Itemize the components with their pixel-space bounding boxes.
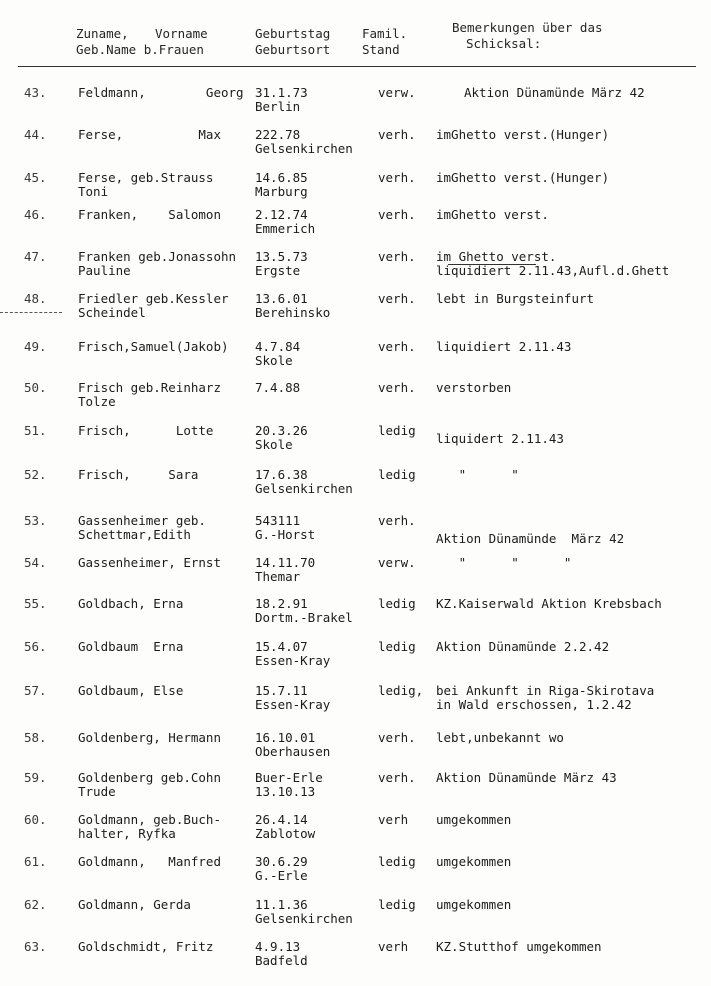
- fate-remark-line1: imGhetto verst.: [436, 207, 549, 222]
- row-number: [24, 381, 47, 395]
- handwritten-underline: [448, 264, 536, 265]
- row-number: [24, 340, 47, 354]
- person-name-line1: Ferse, geb.Strauss: [78, 170, 214, 185]
- marital-status-line1: verw.: [378, 555, 416, 570]
- row-number: [24, 424, 47, 438]
- marital-status-line1: ledig: [378, 897, 416, 912]
- birth-date-place-line2: Zablotow: [255, 826, 316, 841]
- fate-remark: [436, 813, 511, 827]
- marital-status: [378, 128, 416, 142]
- person-name-line1: Ferse, Max: [78, 127, 221, 142]
- table-row: [0, 381, 711, 421]
- fate-remark: [436, 171, 609, 185]
- header-status-line1: Famil.: [362, 26, 408, 41]
- fate-remark-line1: Aktion Dünamünde März 42: [436, 531, 625, 546]
- birth-date-place: [255, 292, 330, 320]
- birth-date-place: [255, 514, 315, 542]
- birth-date-place-line1: 7.4.88: [255, 380, 301, 395]
- birth-date-place: [255, 381, 300, 395]
- person-name: [78, 468, 198, 482]
- person-name-line1: Goldschmidt, Fritz: [78, 939, 214, 954]
- table-row: [0, 128, 711, 168]
- marital-status: [378, 292, 416, 306]
- birth-date-place-line2: Dortm.-Brakel: [255, 610, 353, 625]
- fate-remark-line2: liquidiert 2.11.43,Aufl.d.Ghett: [436, 263, 670, 278]
- person-name-line2: Schettmar,Edith: [78, 527, 191, 542]
- header-birth: [255, 26, 330, 58]
- marital-status-line1: verh.: [378, 249, 416, 264]
- birth-date-place: [255, 898, 353, 926]
- fate-remark: [436, 898, 511, 912]
- fate-remark: [436, 940, 602, 954]
- fate-remark-line1: Aktion Dünamünde März 43: [436, 770, 617, 785]
- table-row: [0, 813, 711, 853]
- row-number-line1: 57.: [24, 683, 47, 698]
- fate-remark-line1: KZ.Kaiserwald Aktion Krebsbach: [436, 596, 662, 611]
- row-number: [24, 171, 47, 185]
- birth-date-place-line2: G.-Erle: [255, 868, 308, 883]
- person-name-line1: Goldbach, Erna: [78, 596, 184, 611]
- fate-remark: [436, 771, 617, 785]
- marital-status-line1: verh.: [378, 513, 416, 528]
- fate-remark-line1: im Ghetto verst.: [436, 249, 557, 264]
- birth-date-place-line2: Essen-Kray: [255, 653, 331, 668]
- marital-status: [378, 597, 416, 611]
- person-name-line2: Trude: [78, 784, 116, 799]
- row-number: [24, 250, 47, 264]
- birth-date-place: [255, 597, 353, 625]
- birth-date-place-line2: Themar: [255, 569, 301, 584]
- fate-remark: [436, 855, 511, 869]
- birth-date-place-line1: 4.9.13: [255, 939, 301, 954]
- fate-remark: [436, 340, 571, 354]
- person-name-line2: Scheindel: [78, 305, 146, 320]
- birth-date-place-line1: 30.6.29: [255, 854, 308, 869]
- marital-status-line1: verh.: [378, 207, 416, 222]
- header-divider: [18, 66, 696, 67]
- header-firstname-line1: Vorname: [155, 26, 208, 41]
- header-birth-line2: Geburtsort: [255, 42, 331, 57]
- birth-date-place-line1: 2.12.74: [255, 207, 308, 222]
- birth-date-place-line2: Ergste: [255, 263, 301, 278]
- fate-remark: [436, 597, 662, 611]
- fate-remark-line1: imGhetto verst.(Hunger): [436, 170, 610, 185]
- person-name: [78, 898, 191, 912]
- birth-date-place-line1: 20.3.26: [255, 423, 308, 438]
- birth-date-place-line1: 18.2.91: [255, 596, 308, 611]
- marital-status-line1: ledig: [378, 596, 416, 611]
- fate-remark-line1: lebt in Burgsteinfurt: [436, 291, 595, 306]
- marital-status: [378, 898, 416, 912]
- marital-status: [378, 208, 416, 222]
- person-name-line1: Franken, Salomon: [78, 207, 221, 222]
- person-name: [78, 292, 229, 320]
- row-number-line1: 46.: [24, 207, 47, 222]
- row-number: [24, 597, 47, 611]
- table-row: [0, 86, 711, 126]
- table-row: [0, 424, 711, 464]
- fate-remark-line1: liquidert 2.11.43: [436, 431, 564, 446]
- birth-date-place-line1: Buer-Erle: [255, 770, 323, 785]
- person-name-line1: Gassenheimer geb.: [78, 513, 206, 528]
- table-row: [0, 597, 711, 637]
- birth-date-place: [255, 340, 300, 368]
- table-row: [0, 250, 711, 290]
- fate-remark-line1: umgekommen: [436, 897, 512, 912]
- table-row: [0, 171, 711, 211]
- birth-date-place: [255, 940, 308, 968]
- row-number: [24, 855, 47, 869]
- person-name-line1: Feldmann, Georg: [78, 85, 244, 100]
- marital-status-line1: verw.: [378, 85, 416, 100]
- person-name-line2: Tolze: [78, 394, 116, 409]
- person-name-line1: Goldbaum Erna: [78, 639, 184, 654]
- person-name-line1: Gassenheimer, Ernst: [78, 555, 221, 570]
- person-name-line2: halter, Ryfka: [78, 826, 176, 841]
- person-name-line1: Franken geb.Jonassohn: [78, 249, 237, 264]
- fate-remark: [436, 640, 609, 654]
- row-number: [24, 292, 47, 306]
- fate-remark: [436, 432, 564, 446]
- person-name: [78, 684, 183, 698]
- birth-date-place: [255, 640, 330, 668]
- marital-status-line1: ledig,: [378, 683, 424, 698]
- person-name-line1: Goldmann, geb.Buch-: [78, 812, 221, 827]
- fate-remark: [436, 731, 564, 745]
- table-row: [0, 340, 711, 380]
- table-row: [0, 855, 711, 895]
- marital-status: [378, 640, 416, 654]
- fate-remark-line1: imGhetto verst.(Hunger): [436, 127, 610, 142]
- birth-date-place-line2: 13.10.13: [255, 784, 316, 799]
- marital-status-line1: verh: [378, 939, 409, 954]
- row-number-line1: 48.: [24, 291, 47, 306]
- birth-date-place-line2: Skole: [255, 437, 293, 452]
- birth-date-place: [255, 731, 330, 759]
- table-row: [0, 771, 711, 811]
- birth-date-place: [255, 171, 308, 199]
- person-name-line1: Frisch, Lotte: [78, 423, 214, 438]
- row-number-line1: 54.: [24, 555, 47, 570]
- birth-date-place-line2: Gelsenkirchen: [255, 481, 353, 496]
- header-remarks-line2: Schicksal:: [466, 36, 542, 51]
- table-row: [0, 556, 711, 596]
- person-name: [78, 514, 206, 542]
- person-name: [78, 556, 221, 570]
- fate-remark-line1: umgekommen: [436, 812, 512, 827]
- person-name-line1: Frisch, Sara: [78, 467, 199, 482]
- header-status: [362, 26, 407, 58]
- table-row: [0, 468, 711, 508]
- table-row: [0, 731, 711, 771]
- birth-date-place-line2: G.-Horst: [255, 527, 316, 542]
- person-name: [78, 940, 213, 954]
- fate-remark: [436, 381, 511, 395]
- row-number: [24, 468, 47, 482]
- birth-date-place: [255, 684, 330, 712]
- header-firstname: [155, 26, 208, 42]
- fate-remark: [436, 556, 571, 570]
- birth-date-place-line1: 17.6.38: [255, 467, 308, 482]
- table-row: [0, 514, 711, 554]
- marital-status: [378, 855, 416, 869]
- marital-status: [378, 424, 416, 438]
- person-name-line1: Goldenberg, Hermann: [78, 730, 221, 745]
- marital-status-line1: ledig: [378, 639, 416, 654]
- birth-date-place: [255, 468, 353, 496]
- marital-status: [378, 171, 416, 185]
- person-name-line1: Frisch geb.Reinharz: [78, 380, 221, 395]
- fate-remark-line1: Aktion Dünamünde März 42: [464, 85, 645, 100]
- table-row: [0, 640, 711, 680]
- row-number-line1: 53.: [24, 513, 47, 528]
- birth-date-place-line2: Oberhausen: [255, 744, 331, 759]
- fate-remark: [436, 468, 519, 482]
- marital-status-line1: verh.: [378, 380, 416, 395]
- marital-status: [378, 514, 416, 528]
- person-name-line1: Goldenberg geb.Cohn: [78, 770, 221, 785]
- marital-status-line1: ledig: [378, 854, 416, 869]
- person-name: [78, 424, 213, 438]
- row-number: [24, 86, 47, 100]
- row-number: [24, 684, 47, 698]
- birth-date-place: [255, 86, 308, 114]
- marital-status: [378, 684, 423, 698]
- birth-date-place-line1: 15.4.07: [255, 639, 308, 654]
- birth-date-place-line2: Emmerich: [255, 221, 316, 236]
- marital-status-line1: ledig: [378, 423, 416, 438]
- birth-date-place-line2: Badfeld: [255, 953, 308, 968]
- birth-date-place: [255, 771, 323, 799]
- fate-remark-line1: Aktion Dünamünde 2.2.42: [436, 639, 610, 654]
- row-number-line1: 59.: [24, 770, 47, 785]
- person-name: [78, 250, 236, 278]
- person-name-line1: Goldbaum, Else: [78, 683, 184, 698]
- marital-status-line1: ledig: [378, 467, 416, 482]
- table-row: [0, 940, 711, 980]
- marital-status-line1: verh.: [378, 127, 416, 142]
- fate-remark: [436, 684, 654, 712]
- birth-date-place-line1: 4.7.84: [255, 339, 301, 354]
- fate-remark-line1: umgekommen: [436, 854, 512, 869]
- row-number-line1: 60.: [24, 812, 47, 827]
- row-number-line1: 43.: [24, 85, 47, 100]
- table-row: [0, 684, 711, 724]
- table-row: [0, 208, 711, 248]
- birth-date-place: [255, 813, 315, 841]
- row-number-line1: 47.: [24, 249, 47, 264]
- fate-remark-line1: KZ.Stutthof umgekommen: [436, 939, 602, 954]
- birth-date-place-line1: 222.78: [255, 127, 301, 142]
- fate-remark-line2: in Wald erschossen, 1.2.42: [436, 697, 632, 712]
- birth-date-place: [255, 128, 353, 156]
- margin-dash-mark: [0, 312, 62, 313]
- person-name-line2: Pauline: [78, 263, 131, 278]
- marital-status: [378, 940, 408, 954]
- fate-remark-line1: liquidiert 2.11.43: [436, 339, 572, 354]
- row-number-line1: 58.: [24, 730, 47, 745]
- row-number-line1: 49.: [24, 339, 47, 354]
- row-number-line1: 51.: [24, 423, 47, 438]
- fate-remark: [436, 532, 624, 546]
- table-row: [0, 292, 711, 332]
- marital-status-line1: verh.: [378, 170, 416, 185]
- row-number: [24, 128, 47, 142]
- person-name: [78, 597, 183, 611]
- birth-date-place-line2: Berehinsko: [255, 305, 331, 320]
- row-number: [24, 898, 47, 912]
- marital-status: [378, 250, 416, 264]
- marital-status: [378, 468, 416, 482]
- birth-date-place-line2: Gelsenkirchen: [255, 911, 353, 926]
- row-number-line1: 52.: [24, 467, 47, 482]
- birth-date-place-line1: 13.6.01: [255, 291, 308, 306]
- row-number: [24, 940, 47, 954]
- marital-status: [378, 731, 416, 745]
- person-name: [78, 171, 213, 199]
- birth-date-place-line2: Marburg: [255, 184, 308, 199]
- person-name: [78, 771, 221, 799]
- birth-date-place-line1: 31.1.73: [255, 85, 308, 100]
- table-header: [0, 18, 711, 68]
- row-number-line1: 63.: [24, 939, 47, 954]
- marital-status: [378, 771, 416, 785]
- fate-remark: [436, 208, 549, 222]
- row-number: [24, 771, 47, 785]
- marital-status-line1: verh.: [378, 339, 416, 354]
- person-name: [78, 731, 221, 745]
- birth-date-place: [255, 556, 315, 584]
- person-name: [78, 208, 221, 222]
- person-name: [78, 381, 221, 409]
- birth-date-place-line2: Berlin: [255, 99, 301, 114]
- marital-status: [378, 340, 416, 354]
- marital-status: [378, 556, 416, 570]
- row-number-line1: 56.: [24, 639, 47, 654]
- person-name: [78, 128, 221, 142]
- row-number-line1: 50.: [24, 380, 47, 395]
- marital-status: [378, 381, 416, 395]
- marital-status-line1: verh: [378, 812, 409, 827]
- fate-remark: [464, 86, 645, 100]
- person-name: [78, 813, 221, 841]
- birth-date-place-line1: 543111: [255, 513, 301, 528]
- person-name: [78, 86, 244, 100]
- row-number: [24, 556, 47, 570]
- header-surname-line2: Geb.Name b.Frauen: [76, 42, 204, 57]
- birth-date-place-line1: 11.1.36: [255, 897, 308, 912]
- marital-status-line1: verh.: [378, 730, 416, 745]
- birth-date-place-line2: Essen-Kray: [255, 697, 331, 712]
- person-name-line2: Toni: [78, 184, 109, 199]
- person-name-line1: Goldmann, Gerda: [78, 897, 191, 912]
- row-number: [24, 813, 47, 827]
- birth-date-place-line1: 14.6.85: [255, 170, 308, 185]
- marital-status: [378, 813, 408, 827]
- birth-date-place-line1: 15.7.11: [255, 683, 308, 698]
- person-name: [78, 340, 229, 354]
- person-name: [78, 640, 183, 654]
- row-number-line1: 44.: [24, 127, 47, 142]
- marital-status-line1: verh.: [378, 770, 416, 785]
- birth-date-place-line2: Gelsenkirchen: [255, 141, 353, 156]
- fate-remark-line1: " " ": [436, 555, 572, 570]
- birth-date-place-line1: 26.4.14: [255, 812, 308, 827]
- header-remarks-line1: Bemerkungen über das: [452, 20, 603, 35]
- birth-date-place: [255, 250, 308, 278]
- birth-date-place: [255, 208, 315, 236]
- fate-remark: [436, 292, 594, 306]
- person-name-line1: Friedler geb.Kessler: [78, 291, 229, 306]
- fate-remark-line1: " ": [436, 467, 519, 482]
- person-name-line1: Frisch,Samuel(Jakob): [78, 339, 229, 354]
- birth-date-place-line2: Skole: [255, 353, 293, 368]
- row-number-line1: 61.: [24, 854, 47, 869]
- person-name: [78, 855, 221, 869]
- row-number: [24, 640, 47, 654]
- header-status-line2: Stand: [362, 42, 400, 57]
- header-birth-line1: Geburtstag: [255, 26, 331, 41]
- birth-date-place: [255, 424, 308, 452]
- row-number-line1: 45.: [24, 170, 47, 185]
- row-number-line1: 55.: [24, 596, 47, 611]
- marital-status: [378, 86, 416, 100]
- birth-date-place-line1: 16.10.01: [255, 730, 316, 745]
- row-number: [24, 514, 47, 528]
- row-number: [24, 208, 47, 222]
- table-row: [0, 898, 711, 938]
- birth-date-place-line1: 14.11.70: [255, 555, 316, 570]
- birth-date-place: [255, 855, 308, 883]
- header-surname-line1: Zuname,: [76, 26, 129, 41]
- fate-remark: [436, 128, 609, 142]
- birth-date-place-line1: 13.5.73: [255, 249, 308, 264]
- row-number-line1: 62.: [24, 897, 47, 912]
- person-name-line1: Goldmann, Manfred: [78, 854, 221, 869]
- fate-remark-line1: verstorben: [436, 380, 512, 395]
- fate-remark-line1: lebt,unbekannt wo: [436, 730, 564, 745]
- fate-remark-line1: bei Ankunft in Riga-Skirotava: [436, 683, 655, 698]
- marital-status-line1: verh.: [378, 291, 416, 306]
- header-remarks: [452, 20, 603, 52]
- row-number: [24, 731, 47, 745]
